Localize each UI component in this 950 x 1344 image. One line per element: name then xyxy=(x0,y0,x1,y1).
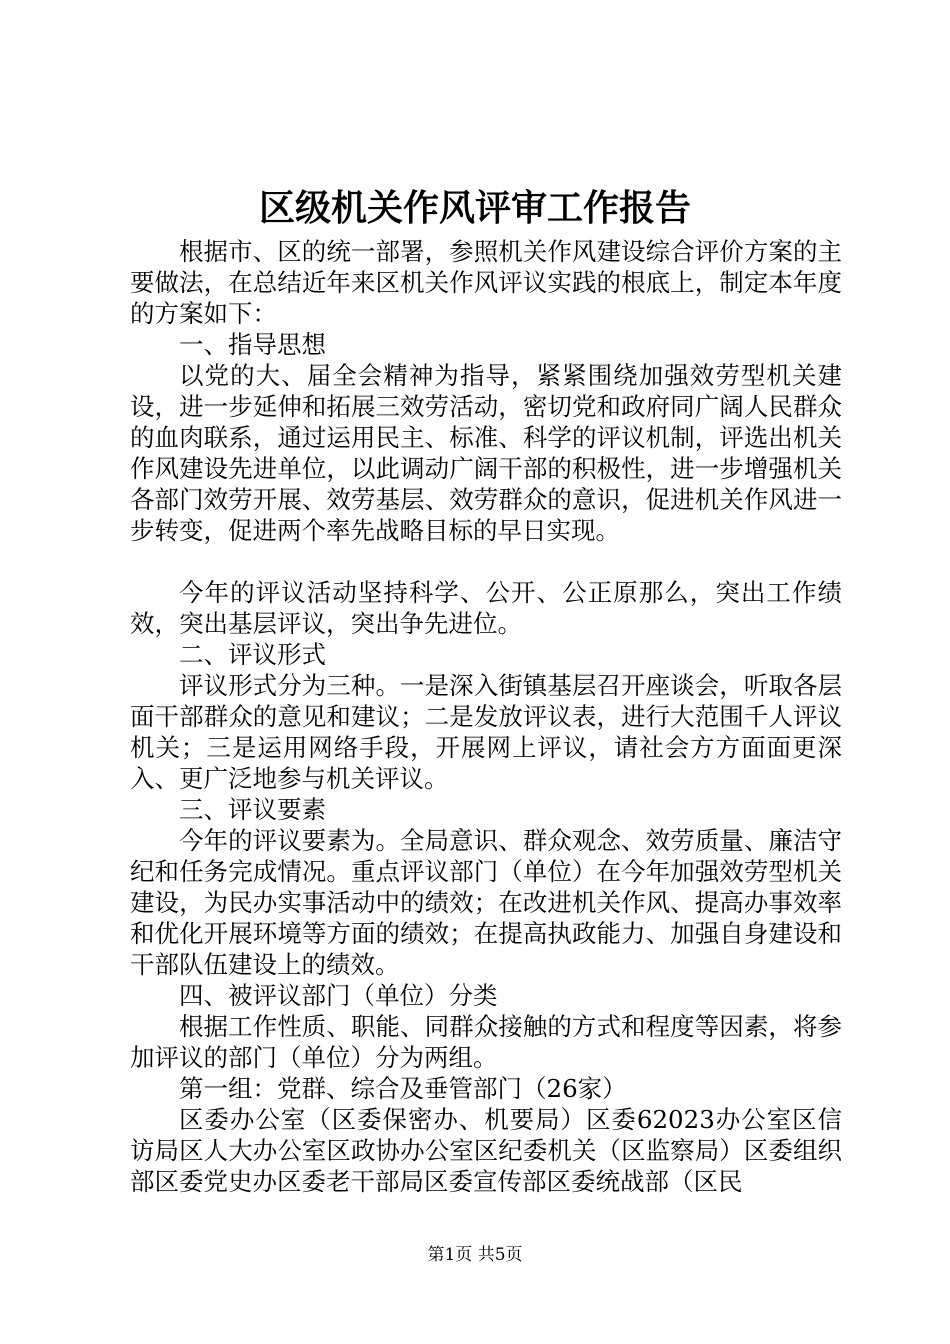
section-heading-department-classification: 四、被评议部门（单位）分类 xyxy=(179,981,498,1010)
document-title: 区级机关作风评审工作报告 xyxy=(258,187,691,229)
paragraph-department-classification: 根据工作性质、职能、同群众接触的方式和程度等因素，将参加评议的部门（单位）分为两组。 xyxy=(130,1012,842,1072)
document-body xyxy=(130,236,842,1197)
paragraph-guiding-thought: 以党的大、届全会精神为指导，紧紧围绕加强效劳型机关建设，进一步延伸和拓展三效劳活动，密切党和政府同广阔人民群众的血肉联系，通过运用民主、标准、科学的评议机制，评选出机关作风建设先进单位，以此调动广阔干部的积极性，进一步增强机关各部门效劳开展、效劳基层、效劳群众的意识，促进机关作风进一步转变，促进两个率先战略目标的早日实现。 xyxy=(130,361,842,545)
section-heading-guiding-thought: 一、指导思想 xyxy=(179,330,326,359)
paragraph-principles: 今年的评议活动坚持科学、公开、公正原那么，突出工作绩效，突出基层评议，突出争先进位。 xyxy=(130,578,842,638)
paragraph-group-one-list: 区委办公室（区委保密办、机要局）区委62023办公室区信访局区人大办公室区政协办公室区纪委机关（区监察局）区委组织部区委党史办区委老干部局区委宣传部区委统战部（区民 xyxy=(130,1105,842,1196)
paragraph-review-elements: 今年的评议要素为。全局意识、群众观念、效劳质量、廉洁守纪和任务完成情况。重点评议部门（单位）在今年加强效劳型机关建设，为民办实事活动中的绩效；在改进机关作风、提高办事效率和优化开展环境等方面的绩效；在提高执政能力、加强自身建设和干部队伍建设上的绩效。 xyxy=(130,826,842,979)
section-heading-review-form: 二、评议形式 xyxy=(179,640,326,669)
paragraph-intro: 根据市、区的统一部署，参照机关作风建设综合评价方案的主要做法，在总结近年来区机关作风评议实践的根底上，制定本年度的方案如下： xyxy=(130,237,842,328)
group-one-heading: 第一组：党群、综合及垂管部门（26家） xyxy=(179,1074,627,1103)
paragraph-review-form: 评议形式分为三种。一是深入街镇基层召开座谈会，听取各层面干部群众的意见和建议；二是发放评议表，进行大范围千人评议机关；三是运用网络手段，开展网上评议，请社会方方面面更深入、更广泛地参与机关评议。 xyxy=(130,671,842,793)
section-heading-review-elements: 三、评议要素 xyxy=(179,795,326,824)
page-footer: 第1页 共5页 xyxy=(427,1245,523,1265)
